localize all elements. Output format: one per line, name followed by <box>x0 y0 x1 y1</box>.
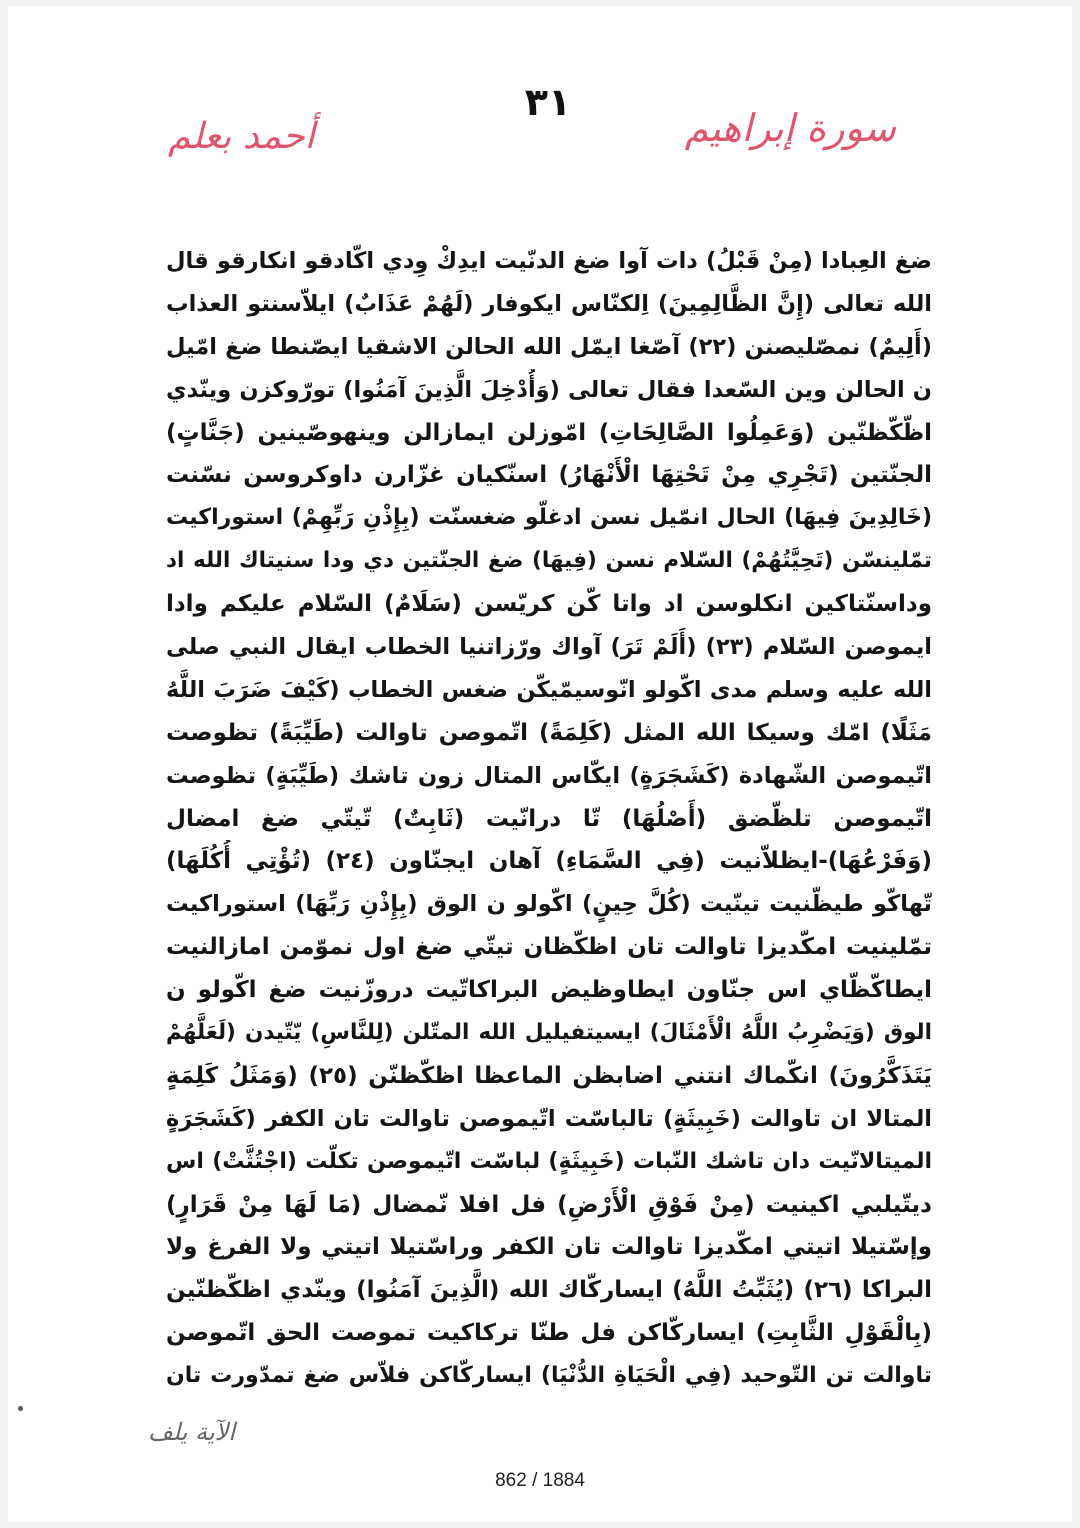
text-line: اتّيموصن الشّهادة (كَشَجَرَةٍ) ايكّاس المتال زون تاشك (طَيِّبَةٍ) تظوصت <box>166 762 932 789</box>
text-line: تمّلينسّن (تَحِيَّتُهُمْ) السّلام نسن (فِيهَا) ضغ الجنّتين دي ودا سنيتاك الله اد <box>166 548 932 574</box>
text-line: ن الحالن وين السّعدا فقال تعالى (وَأُدْخِلَ الَّذِينَ آمَنُوا) تورّوكزن وينّدي <box>166 376 932 403</box>
scan-speck <box>18 1406 23 1411</box>
text-line: تاوالت تن التّوحيد (فِي الْحَيَاةِ الدُّنْيَا) ايساركّاكن فلاّس ضغ تمدّورت تان <box>166 1363 932 1389</box>
page-number: ٣١ <box>524 80 572 124</box>
text-line: ايطاكّظّاي اس جنّاون ايطاوظيض البراكاتّيت دروزّنيت ضغ اكّولو ن <box>166 977 932 1004</box>
surah-heading-handwritten: سورة إبراهيم <box>684 106 896 150</box>
text-line: وداسنّتاكين انكلوسن اد واتا كّن كريّسن (سَلَامٌ) السّلام عليكم وادا <box>166 591 932 618</box>
text-line: يَتَذَكَّرُونَ) انكّماك انتني اضابظن الماعظا اظكّظنّن (٢٥) (وَمَثَلُ كَلِمَةٍ <box>166 1062 932 1089</box>
scanned-page <box>8 6 1072 1522</box>
text-line: اظّكّظنّين (وَعَمِلُوا الصَّالِحَاتِ) امّوزلن ايمازالن وينهوصّينين (جَنَّاتٍ) <box>166 419 932 446</box>
text-line: (خَالِدِينَ فِيهَا) الحال انمّيل نسن ادغلّو ضغسنّت (بِإِذْنِ رَبِّهِمْ) استوراكيت <box>166 505 932 531</box>
text-line: (وَفَرْعُهَا)-ايظلاّنيت (فِي السَّمَاءِ) آهان ايجنّاون (٢٤) (تُؤْتِي أُكُلَهَا) <box>166 848 932 875</box>
author-note-handwritten: أحمد بعلم <box>168 116 315 157</box>
text-line: ايموصن السّلام (٢٣) (أَلَمْ تَرَ) آواك ورّزاتنيا الخطاب ايقال النبي صلى <box>166 634 932 661</box>
text-line: (أَلِيمٌ) نمصّليصنن (٢٢) آصّغا ايمّل الله الحالن الاشقيا ايصّنطا ضغ امّيل <box>166 333 932 360</box>
text-line: الله عليه وسلم مدى اكّولو انّوسيمّيكّن ضغس الخطاب (كَيْفَ ضَرَبَ اللَّهُ <box>166 676 932 703</box>
text-line: البراكا (٢٦) (يُثَبِّتُ اللَّهُ) ايساركّاك الله (الَّذِينَ آمَنُوا) وينّدي اظكّظنّين <box>166 1277 932 1304</box>
body-text <box>166 240 932 1398</box>
text-line: ديتّيلبي اكينيت (مِنْ فَوْقِ الْأَرْضِ) فل افلا نّمضال (مَا لَهَا مِنْ قَرَارٍ) <box>166 1191 932 1218</box>
text-line: وإسّتيلا اتيتي امكّديزا تاوالت تان الكفر وراسّتيلا اتيتي ولا الفرغ ولا <box>166 1234 932 1261</box>
text-line: اتّيموصن تلظّضق (أَصْلُهَا) تّا درانّيت (ثَابِتٌ) تّيتّي ضغ امضال <box>166 805 932 832</box>
text-line: تّهاكّو طيظّنيت تينّيت (كُلَّ حِينٍ) اكّولو ن الوق (بِإِذْنِ رَبِّهَا) استوراكيت <box>166 891 932 918</box>
text-line: الميتالانّيت دان تاشك النّبات (خَبِيثَةٍ) لباسّت اتّيموصن تكلّت (اجْتُثَّتْ) اس <box>166 1148 932 1174</box>
text-line: الوق (وَيَضْرِبُ اللَّهُ الْأَمْثَالَ) ايسيتفيليل الله المتّلن (لِلنَّاسِ) يّتّيدن (لَعَلَّهُمْ <box>166 1020 932 1046</box>
text-line: المتالا ان تاوالت (خَبِيثَةٍ) تالباسّت اتّيموصن تاوالت تان الكفر (كَشَجَرَةٍ <box>166 1105 932 1132</box>
text-line: مَثَلًا) امّك وسيكا الله المثل (كَلِمَةً) اتّموصن تاوالت (طَيِّبَةً) تظوصت <box>166 719 932 746</box>
page-counter: 862 / 1884 <box>495 1470 585 1491</box>
text-line: الله تعالى (إِنَّ الظَّالِمِينَ) اِلكنّاس ايكوفار (لَهُمْ عَذَابٌ) ايلاّسنتو العذاب <box>166 290 932 317</box>
footnote-handwritten: الآية يلف <box>148 1418 235 1446</box>
text-line: تمّلينيت امكّديزا تاوالت تان اظكّظان تيتّي ضغ اول نموّمن امازالنيت <box>166 934 932 961</box>
text-line: ضغ العِبادا (مِنْ قَبْلُ) دات آوا ضغ الدنّيت ايدِكْ وِدي اكّادقو انكارقو قال <box>166 248 932 274</box>
text-line: (بِالْقَوْلِ الثَّابِتِ) ايساركّاكن فل طنّا تركاكيت تموصت الحق اتّموصن <box>166 1320 932 1347</box>
text-line: الجنّتين (تَجْرِي مِنْ تَحْتِهَا الْأَنْهَارُ) اسنّكيان غزّارن داوكروسن نسّنت <box>166 462 932 489</box>
